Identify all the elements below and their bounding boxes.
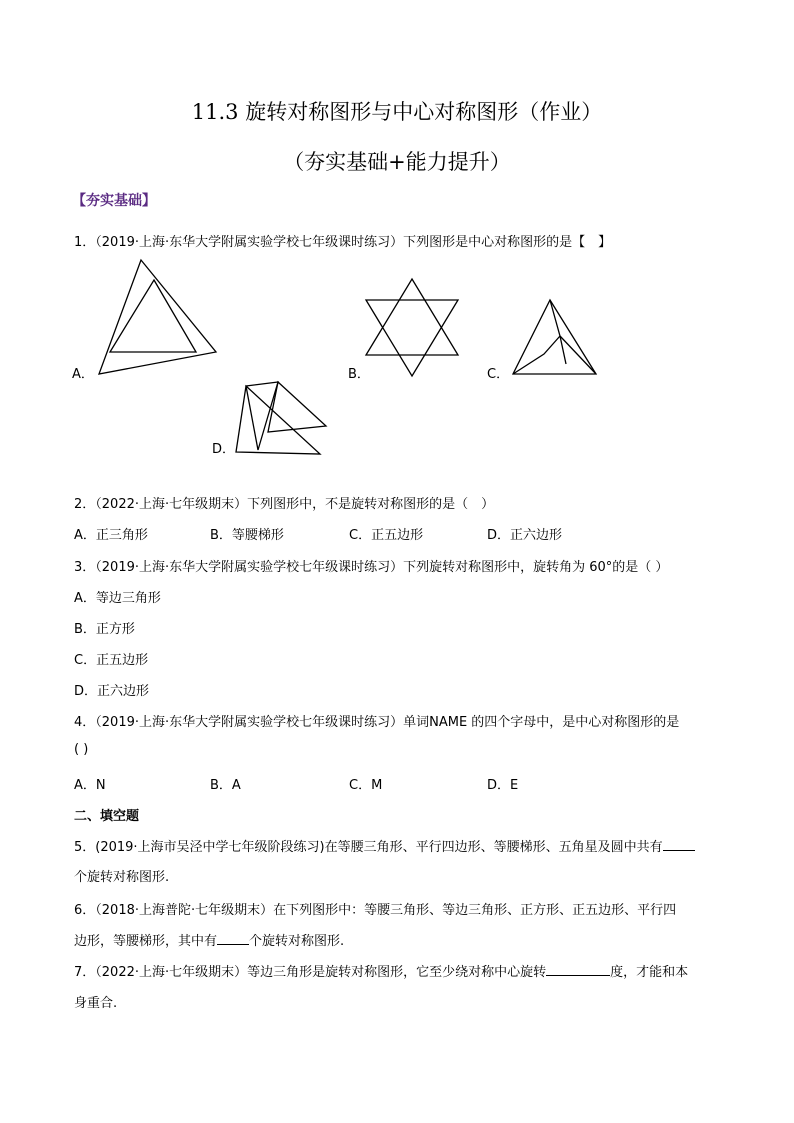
question-6-line1: 6．（2018·上海普陀·七年级期末）在下列图形中：等腰三角形、等边三角形、正方形、正五边形、平行四 — [74, 903, 677, 918]
q2-option-c[interactable]: C．正五边形 — [349, 528, 424, 543]
question-5-text: 5．(2019·上海市吴泾中学七年级阶段练习)在等腰三角形、平行四边形、等腰梯形、五角星及圆中共有 — [74, 840, 663, 855]
q4-option-d[interactable]: D．E — [487, 778, 519, 793]
question-7-line1 — [74, 961, 688, 980]
q2-option-d[interactable]: D．正六边形 — [487, 528, 563, 543]
section-fill-heading: 二、填空题 — [74, 809, 140, 824]
q2-option-b[interactable]: B．等腰梯形 — [210, 528, 284, 543]
section-basic-heading: 【夯实基础】 — [72, 193, 156, 209]
question-5-line1 — [74, 836, 695, 855]
question-3-text: 3．（2019·上海·东华大学附属实验学校七年级课时练习）下列旋转对称图形中，旋转角为 60°的是（ ） — [74, 560, 669, 575]
q4-option-b[interactable]: B．A — [210, 778, 241, 793]
figure-b-hexagram — [368, 274, 468, 374]
q3-option-c[interactable]: C．正五边形 — [74, 653, 149, 668]
question-6-line2 — [74, 930, 344, 949]
page-subtitle: （夯实基础+能力提升） — [283, 150, 511, 174]
question-1-text: 1．（2019·上海·东华大学附属实验学校七年级课时练习）下列图形是中心对称图形的是【 】 — [74, 235, 612, 250]
q1-option-d[interactable]: D． — [212, 442, 236, 457]
q7-answer-blank[interactable] — [546, 963, 610, 976]
q1-option-b[interactable]: B． — [348, 367, 370, 382]
q4-option-a[interactable]: A．N — [74, 778, 106, 793]
question-7-text-a: 7．（2022·上海·七年级期末）等边三角形是旋转对称图形，它至少绕对称中心旋转 — [74, 965, 547, 980]
figure-a-overlapping-triangles — [96, 258, 256, 383]
q3-option-a[interactable]: A．等边三角形 — [74, 591, 161, 606]
q2-option-a[interactable]: A．正三角形 — [74, 528, 148, 543]
q1-option-c[interactable]: C． — [487, 367, 510, 382]
q5-answer-blank[interactable] — [663, 838, 695, 851]
question-4-text: 4．（2019·上海·东华大学附属实验学校七年级课时练习）单词NAME 的四个字母中，是中心对称图形的是 — [74, 715, 680, 730]
figure-d-rotated-triangles — [228, 380, 338, 460]
q4-option-c[interactable]: C．M — [349, 778, 383, 793]
question-2-text: 2．（2022·上海·七年级期末）下列图形中，不是旋转对称图形的是（ ） — [74, 497, 495, 512]
figure-c-triangle-with-inner-lines — [510, 296, 610, 381]
question-5-line2: 个旋转对称图形. — [74, 870, 170, 885]
question-4-text-cont: ( ) — [74, 742, 89, 757]
q6-answer-blank[interactable] — [217, 932, 249, 945]
page-title: 11.3 旋转对称图形与中心对称图形（作业） — [191, 100, 603, 124]
question-7-text-b: 度，才能和本 — [610, 965, 689, 980]
question-7-line2: 身重合. — [74, 996, 118, 1011]
q3-option-b[interactable]: B．正方形 — [74, 622, 135, 637]
q1-option-a[interactable]: A． — [72, 367, 94, 382]
question-6-text-a: 边形，等腰梯形，其中有 — [74, 934, 218, 949]
question-6-text-b: 个旋转对称图形. — [249, 934, 345, 949]
q3-option-d[interactable]: D．正六边形 — [74, 684, 150, 699]
